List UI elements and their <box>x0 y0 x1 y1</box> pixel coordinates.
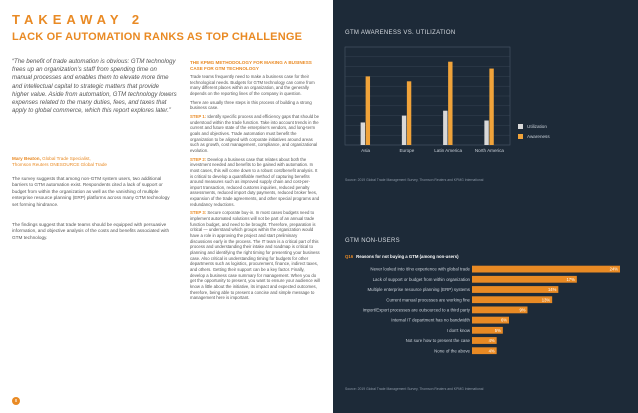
chart2-category-label: Multiple enterprise resource planning (ERP) systems <box>367 287 470 293</box>
chart2-value-label: 6% <box>500 317 507 323</box>
chart1-legend-swatch <box>518 134 523 139</box>
step-2-label: STEP 2: <box>190 156 207 162</box>
takeaway-heading: TAKEAWAY 2 <box>12 12 145 27</box>
chart2-category-label: None of the above <box>434 348 470 354</box>
chart2-category-label: Never looked into it/no experience with global trade <box>370 266 470 272</box>
chart1-source: Source: 2019 Global Trade Management Survey, Thomson Reuters and KPMG International <box>345 178 484 182</box>
body-paragraph-1: The survey suggests that among non-GTM system users, two additional barriers to GTM automation exist. Respondents cited a lack of support or budget from within the organization as well as the vanishing of multiple enterprise resource planning (ERP) platforms across many GTM technology set forming hindrance. <box>12 176 170 207</box>
chart1-bar <box>366 76 370 145</box>
quote-author-name: Mary Beaton, <box>12 156 41 161</box>
chart2-value-label: 5% <box>494 327 501 333</box>
chart2-category-label: Not sure how to present the case <box>405 338 470 344</box>
methodology-title: THE KPMG METHODOLOGY FOR MAKING A BUSINESS CASE FOR GTM TECHNOLOGY <box>190 60 312 71</box>
chart1-category-label: North America <box>474 148 504 153</box>
chart1-bar <box>361 122 365 145</box>
chart1-bar <box>443 111 447 145</box>
chart2-value-label: 4% <box>488 338 495 344</box>
body-paragraph-2: The findings suggest that trade teams should be equipped with persuasive information, and objective analysis of the costs and benefits associated with GTM technology. <box>12 222 170 240</box>
chart1-category-label: Latin America <box>434 148 463 153</box>
chart2-value-label: 17% <box>566 276 575 282</box>
chart2-bar <box>472 276 577 283</box>
chart1-bar <box>402 116 406 145</box>
quote-author-org: Thomson Reuters ONESOURCE Global Trade <box>12 162 107 167</box>
chart1-legend-swatch <box>518 124 523 129</box>
chart1-bar <box>448 62 452 145</box>
chart2-title: GTM NON-USERS <box>345 238 400 244</box>
step-1-label: STEP 1: <box>190 113 207 119</box>
methodology-intro: Trade teams frequently need to make a business case for their technological needs. Budgets for GTM technology can come from many different places within an organization, and the generally depends on the reporting lines of the company in question. <box>190 74 315 96</box>
chart2-category-label: Lack of support or budget from within organization <box>372 276 470 282</box>
chart1-category-label: Europe <box>399 148 415 153</box>
page-headline: LACK OF AUTOMATION RANKS AS TOP CHALLENGE <box>12 31 303 43</box>
quote-author-role: Global Trade Specialist, <box>40 156 91 161</box>
step-3-text: Secure corporate buy-in. In most cases budgets need to implement automated solutions will not be part of an annual trade function budget, and need to be brought. Therefore, preparation is critical — understand which groups within the organization would have a role in approving the project and start preliminary discussions early in the process. The IT team is a critical part of this process and understanding their intake and roadmap is critical to planning and identifying the right timing for presenting your business case. Also critical is understanding timing for budgets for other departments such as logistics, procurement, finance, indirect taxes, and others. Getting their support can be a key factor. Finally, develop a business case summary for management. When you do get the opportunity to present, you want to ensure your audience will know a little about the initiative, its impact and expected outcomes, therefore, being able to present a concise and simple message to management here is important. <box>190 210 320 301</box>
chart2-bar <box>472 296 552 303</box>
chart1-legend-label: Awareness <box>527 134 550 139</box>
chart2-value-label: 13% <box>541 297 551 303</box>
chart2-category-label: Current manual processes are working fine <box>386 297 470 303</box>
page-number: 8 <box>12 397 20 405</box>
step-3-label: STEP 3: <box>190 210 207 216</box>
chart2-question-number: Q16 <box>345 254 354 259</box>
chart2-value-label: 9% <box>519 307 526 313</box>
chart1-category-label: Asia <box>361 148 371 153</box>
step-1-text: Identify specific process and efficiency gaps that should be understood within the trade function. Take into account trends in the current and future state of the enterprise's vendors, and long-term goals and objectives. Trade automation must benefit the organization to be aligned with corporate initiatives around areas such as growth, cost management, compliance, and organizational evolution. <box>190 113 320 153</box>
chart1-bar <box>484 121 488 146</box>
chart2-value-label: 14% <box>547 287 557 293</box>
chart2-category-label: I don't know <box>446 327 470 333</box>
chart1-legend-label: Utilization <box>527 124 547 129</box>
chart2-question-text: Reasons for not buying a GTM (among non-users) <box>356 254 459 259</box>
chart2-value-label: 4% <box>488 348 495 354</box>
chart1-bar <box>489 69 493 145</box>
chart2-bar <box>472 266 620 273</box>
chart2-value-label: 24% <box>609 266 618 272</box>
chart1-bar <box>407 81 411 145</box>
step-2-text: Develop a business case that relates about both the investment needed and benefits to be gained with automation. In most cases, this will come down to a robust cost/benefit analysis. It is critical to develop a quantifiable method of capturing benefits around measures such as improved supply chain and cost-per-import transaction, reduced customs inquiries, reduced penalty assessments, reduced import duty payments, reduced broker fees, expansion of the trade agreements, and other special programs and redundancy reductions. <box>190 156 320 207</box>
chart2-source: Source: 2019 Global Trade Management Survey, Thomson Reuters and KPMG International <box>345 387 484 391</box>
methodology-intro-2: There are usually three steps in this process of building a strong business case. <box>190 99 312 111</box>
pull-quote: “The benefit of trade automation is obvious: GTM technology frees up an organization’s staff from spending time on manual processes and enables them to elevate more time and intellectual capital to strategic matters that provide higher value. Aside from automation, GTM technology lowers expenses related to the many duties, fees, and taxes that apply to global commerce, which this report explores later.” <box>12 58 177 115</box>
chart2-bar <box>472 286 558 293</box>
chart1-title: GTM AWARENESS VS. UTILIZATION <box>345 30 456 36</box>
chart2-category-label: Import/Export processes are outsourced to a third party <box>362 307 470 313</box>
chart2-category-label: Internal IT department has no bandwidth <box>391 317 470 323</box>
